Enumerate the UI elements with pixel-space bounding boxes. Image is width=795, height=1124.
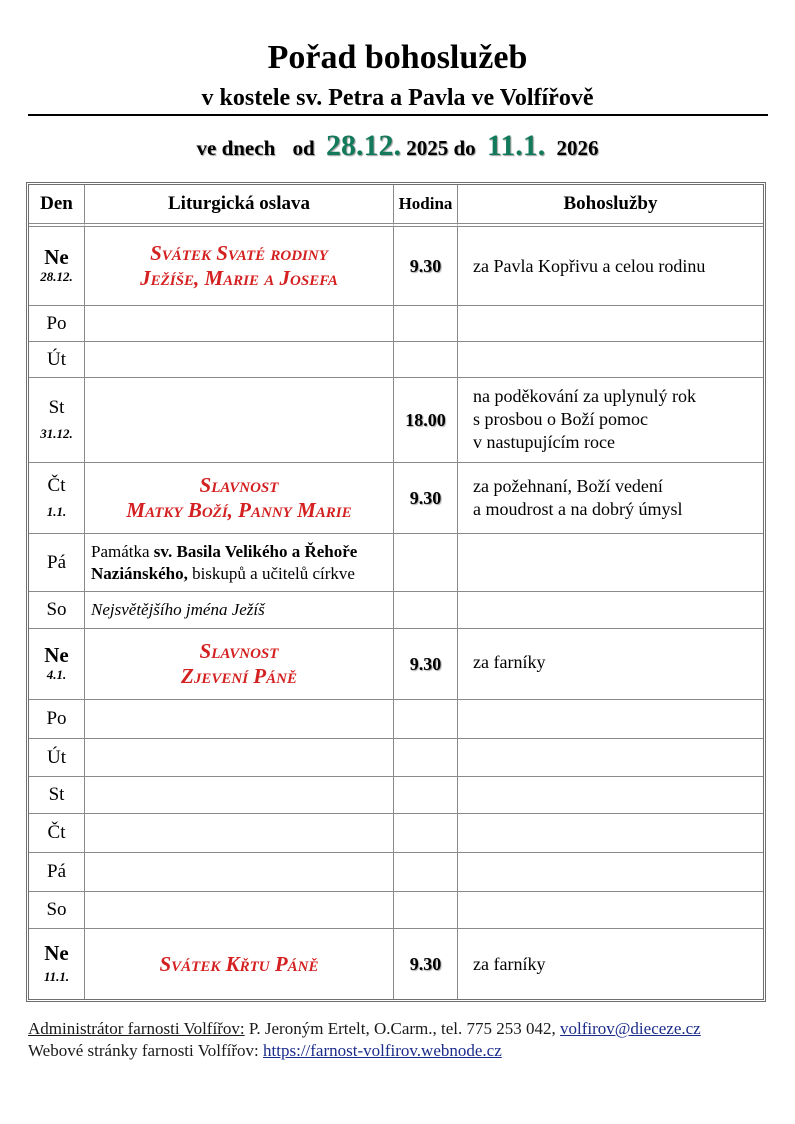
to-word: do <box>453 136 476 160</box>
mass-cell <box>458 592 763 629</box>
feast-cell <box>85 892 394 929</box>
from-word: od <box>292 136 315 160</box>
admin-text: P. Jeroným Ertelt, O.Carm., tel. 775 253 042, <box>244 1019 560 1038</box>
hour-cell <box>394 534 458 592</box>
day-date: 28.12. <box>40 269 73 284</box>
mass-cell <box>458 739 763 777</box>
day-name: Pá <box>47 861 66 882</box>
to-date: 11.1. <box>486 129 546 162</box>
feast-cell <box>85 777 394 814</box>
day-cell <box>29 739 85 777</box>
mass-line: za Pavla Kopřivu a celou rodinu <box>473 255 706 276</box>
table-row <box>29 378 763 463</box>
mass-line: za požehnaní, Boží vedení <box>473 476 663 496</box>
mass-cell <box>458 378 763 463</box>
web-label: Webové stránky farnosti Volfířov: <box>28 1041 264 1060</box>
feast-cell <box>85 814 394 853</box>
feast-cell <box>85 342 394 378</box>
mass-cell <box>458 929 763 999</box>
footer-web-line <box>28 1040 701 1062</box>
mass-cell <box>458 306 763 342</box>
footer <box>28 1018 701 1062</box>
date-range <box>0 125 795 169</box>
table-row <box>29 777 763 814</box>
from-date: 28.12. <box>325 129 401 162</box>
table-row <box>29 814 763 853</box>
table-row <box>29 306 763 342</box>
hour-cell: 9.30 <box>394 227 458 306</box>
table-header-row <box>29 185 763 227</box>
day-name: St <box>48 397 65 418</box>
memorial-cell: Nejsvětějšího jména Ježíš <box>85 592 394 629</box>
day-cell <box>29 700 85 739</box>
admin-label: Administrátor farnosti Volfířov: <box>28 1019 245 1038</box>
mass-cell <box>458 814 763 853</box>
day-cell <box>29 534 85 592</box>
day-date: 11.1. <box>43 969 70 984</box>
hour-cell <box>394 342 458 378</box>
hour-cell <box>394 739 458 777</box>
day-cell <box>29 342 85 378</box>
feast-line: Zjevení Páně <box>181 664 297 688</box>
mass-cell <box>458 342 763 378</box>
table-row <box>29 892 763 929</box>
mass-line: a moudrost a na dobrý úmysl <box>473 499 683 519</box>
feast-cell <box>85 739 394 777</box>
feast-line: Svátek Svaté rodiny <box>150 241 328 265</box>
day-date: 1.1. <box>46 504 67 519</box>
feast-cell <box>85 227 394 306</box>
day-name: Ne <box>44 941 69 965</box>
table-row <box>29 853 763 892</box>
from-year: 2025 <box>406 136 449 160</box>
feast-cell <box>85 378 394 463</box>
hour-cell <box>394 306 458 342</box>
col-header-feast: Liturgická oslava <box>85 185 394 227</box>
hour-cell <box>394 777 458 814</box>
mass-cell <box>458 227 763 306</box>
mass-line: v nastupujícím roce <box>473 432 615 452</box>
date-range-prefix: ve dnech <box>196 136 276 160</box>
day-cell <box>29 892 85 929</box>
feast-line: Ježíše, Marie a Josefa <box>140 266 338 290</box>
day-cell <box>29 777 85 814</box>
day-name: Ne <box>44 643 69 667</box>
col-header-day: Den <box>29 185 85 227</box>
mass-cell <box>458 700 763 739</box>
hour-cell: 9.30 <box>394 463 458 534</box>
day-cell <box>29 629 85 700</box>
mass-line: s prosbou o Boží pomoc <box>473 409 648 429</box>
feast-line: Slavnost <box>199 639 279 663</box>
email-link[interactable]: volfirov@dieceze.cz <box>560 1019 701 1038</box>
day-name: Ne <box>44 245 69 269</box>
day-name: Po <box>46 312 67 334</box>
website-link[interactable]: https://farnost-volfirov.webnode.cz <box>263 1041 502 1060</box>
day-cell <box>29 814 85 853</box>
day-name: Út <box>47 746 66 768</box>
feast-cell <box>85 929 394 999</box>
day-cell <box>29 227 85 306</box>
hour-cell: 9.30 <box>394 629 458 700</box>
mass-cell <box>458 534 763 592</box>
table-row <box>29 592 763 629</box>
day-name: So <box>46 899 67 920</box>
footer-admin-line <box>28 1018 701 1040</box>
hour-cell <box>394 700 458 739</box>
page-title: Pořad bohoslužeb <box>267 39 528 76</box>
col-header-hour: Hodina <box>394 185 458 227</box>
feast-cell <box>85 306 394 342</box>
mass-cell <box>458 777 763 814</box>
table-row <box>29 629 763 700</box>
hour-cell <box>394 814 458 853</box>
feast-line: Slavnost <box>199 473 279 497</box>
table-row <box>29 929 763 999</box>
feast-cell <box>85 853 394 892</box>
mass-cell <box>458 629 763 700</box>
table-row <box>29 342 763 378</box>
feast-line: Svátek Křtu Páně <box>159 951 319 976</box>
day-cell <box>29 306 85 342</box>
hour-cell <box>394 592 458 629</box>
table-row <box>29 534 763 592</box>
memorial-saints: sv. Basila Velikého a Řehoře <box>153 541 358 561</box>
memorial-cell <box>85 534 394 592</box>
day-name: St <box>48 784 65 805</box>
page-subtitle: v kostele sv. Petra a Pavla ve Volfířově <box>201 85 594 111</box>
day-cell <box>29 378 85 463</box>
hour-cell <box>394 853 458 892</box>
feast-cell <box>85 629 394 700</box>
day-date: 4.1. <box>46 667 67 682</box>
mass-cell <box>458 463 763 534</box>
day-cell <box>29 592 85 629</box>
mass-line: za farníky <box>473 953 546 974</box>
day-name: Po <box>46 708 67 729</box>
table-row <box>29 463 763 534</box>
feast-line: Matky Boží, Panny Marie <box>126 498 352 522</box>
day-name: Út <box>47 348 66 370</box>
mass-cell <box>458 853 763 892</box>
hour-cell: 18.00 <box>394 378 458 463</box>
mass-cell <box>458 892 763 929</box>
day-cell <box>29 463 85 534</box>
table-row <box>29 227 763 306</box>
col-header-masses: Bohoslužby <box>458 185 763 227</box>
table-row <box>29 700 763 739</box>
hour-cell: 9.30 <box>394 929 458 999</box>
to-year: 2026 <box>556 136 599 160</box>
memorial-suffix: biskupů a učitelů církve <box>187 563 355 583</box>
day-cell <box>29 853 85 892</box>
memorial-prefix: Památka <box>91 541 154 561</box>
mass-line: na poděkování za uplynulý rok <box>473 386 696 406</box>
memorial-saints-cont: Naziánského, <box>91 563 188 583</box>
table-row <box>29 739 763 777</box>
day-name: So <box>46 599 67 620</box>
day-cell <box>29 929 85 999</box>
title-divider <box>28 114 768 116</box>
mass-line: za farníky <box>473 652 546 672</box>
day-date: 31.12. <box>40 426 73 441</box>
schedule-table <box>26 182 766 1002</box>
feast-cell <box>85 463 394 534</box>
hour-cell <box>394 892 458 929</box>
feast-cell <box>85 700 394 739</box>
day-name: Čt <box>47 822 66 843</box>
day-name: Čt <box>47 475 66 496</box>
day-name: Pá <box>47 551 66 573</box>
